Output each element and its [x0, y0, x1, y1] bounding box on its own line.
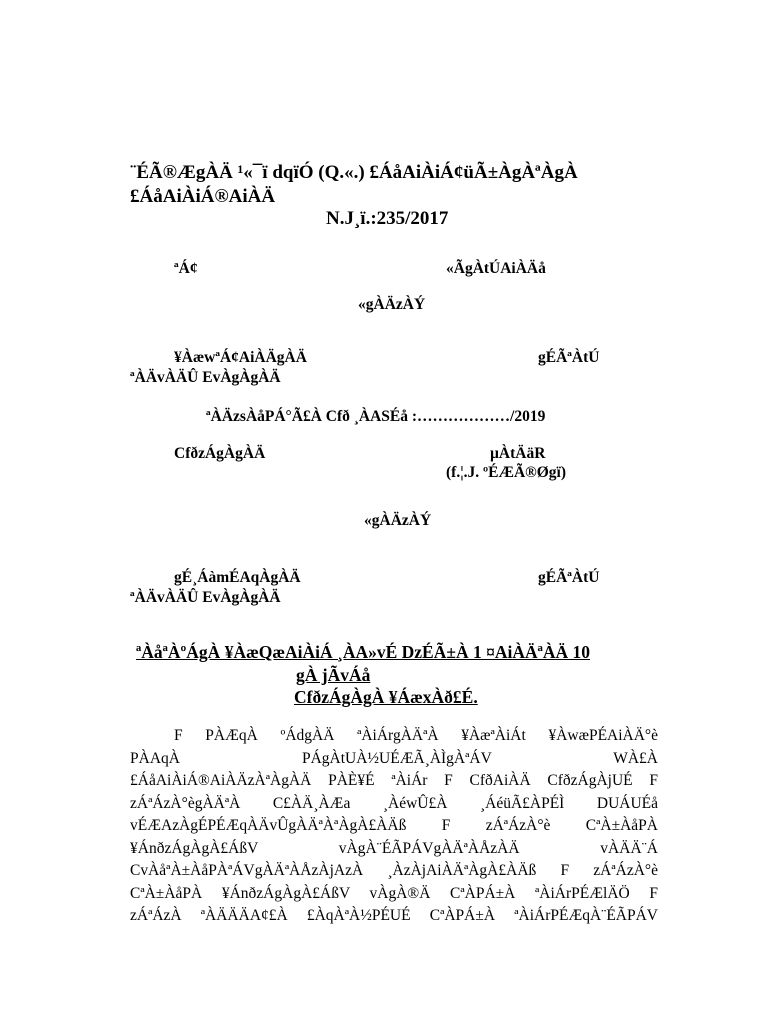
application-heading-line2: gÀ jÃvÁå	[296, 665, 371, 685]
body-line: ¥ÁnðzÁgÀgÀ£ÁßV vÀgÀ¨ÉÃPÁVgÀÄªÀÅzÀÄ vÀÄÄ¨Á	[130, 839, 658, 857]
versus-label-1: «gÀÄzÀÝ	[358, 296, 426, 313]
respondents-label: gÉ¸ÁàmÉAqÀgÀÄ	[174, 569, 301, 586]
defendant-name: gÉÃªÀtÚ	[538, 349, 600, 366]
application-body	[130, 725, 658, 928]
applicant-name: µÀtÄäR	[490, 445, 546, 462]
versus-label-2: «gÀÄzÀÝ	[364, 512, 432, 529]
body-line: F PÀÆqÀ ºÁdgÀÄ ªÀiÁrgÀÄªÀ ¥ÀæªÀiÁt ¥ÀwæPÉAiÀÄ°è	[174, 727, 658, 744]
applicants-label: CfðzÁgÀgÀÄ	[174, 445, 266, 462]
interim-application-number: ªÀÄzsÀåPÁ°Ã£À Cfð ¸ÀASÉå :………………/2019	[206, 408, 546, 425]
plaintiff-label: ªÁ¢	[174, 260, 198, 277]
application-heading-line3: CfðzÁgÀgÀ ¥ÁæxÀð£É.	[294, 687, 478, 707]
body-line: CvÀåªÀ±ÀåPÀªÁVgÀÄªÀÅzÀjAzÀ ¸ÀzÀjAiÀÄªÀgÀ£ÀÄß F zÁªÁzÀ°è	[130, 862, 658, 879]
respondent-name: gÉÃªÀtÚ	[538, 569, 600, 586]
body-line: zÁªÁzÀ°ègÀÄªÀ C£ÀÄ¸ÀÆa ¸ÀéwÛ£À ¸ÁéüÃ£ÀPÉÌ DUÁUÉå	[130, 794, 658, 812]
plaintiff-name: «ÃgÀtÚAiÀÄå	[446, 260, 546, 277]
court-title-line2: £ÁåAiÀiÁ®AiÀÄ	[130, 186, 276, 207]
defendants-label: ¥ÀæwªÁ¢AiÀÄgÀÄ	[174, 349, 307, 366]
court-title-line1: ¨ÉÃ®ÆgÀÄ ¹«¯ï dqïÓ (Q.«.) £ÁåAiÀiÁ¢üÃ±ÀgÀªÀgÀ	[130, 162, 578, 183]
body-line: PÀAqÀ PÁgÀtUÀ½UÉÆÃ¸ÀÌgÀªÁV WÀ£À	[130, 749, 658, 767]
applicant-role: (f.¦.J. ºÉÆÃ®Øgï)	[446, 464, 566, 481]
application-heading-line1: ªÀåªÀºÁgÀ ¥ÀæQæAiÀiÁ ¸ÀA»vÉ DzÉÃ±À 1 ¤AiÀÄªÀÄ 10	[136, 642, 591, 662]
case-number: N.J¸ï.:235/2017	[326, 208, 449, 229]
body-line: vÉÆAzÀgÉPÉÆqÀÄvÛgÀÄªÀªÀgÀ£ÀÄß F zÁªÁzÀ°è CªÀ±ÀåPÀ	[130, 817, 658, 834]
body-line: £ÁåAiÀiÁ®AiÀÄzÀªÀgÀÄ PÀÈ¥É ªÀiÁr F CfðAiÀÄ CfðzÁgÀjUÉ F	[130, 772, 658, 789]
body-line: zÁªÁzÀ ªÀÄÄÄA¢£À £ÀqÀªÀ½PÉUÉ CªÀPÁ±À ªÀiÁrPÉÆqÀ¨ÉÃPÁV	[130, 907, 658, 924]
respondents-others: ªÀÄvÀÄÛ EvÀgÀgÀÄ	[130, 589, 281, 606]
defendants-others: ªÀÄvÀÄÛ EvÀgÀgÀÄ	[130, 369, 281, 386]
body-line: CªÀ±ÀåPÀ ¥ÁnðzÁgÀgÀ£ÁßV vÀgÀ®Ä CªÀPÁ±À ªÀiÁrPÉÆlÄÖ F	[130, 884, 658, 902]
